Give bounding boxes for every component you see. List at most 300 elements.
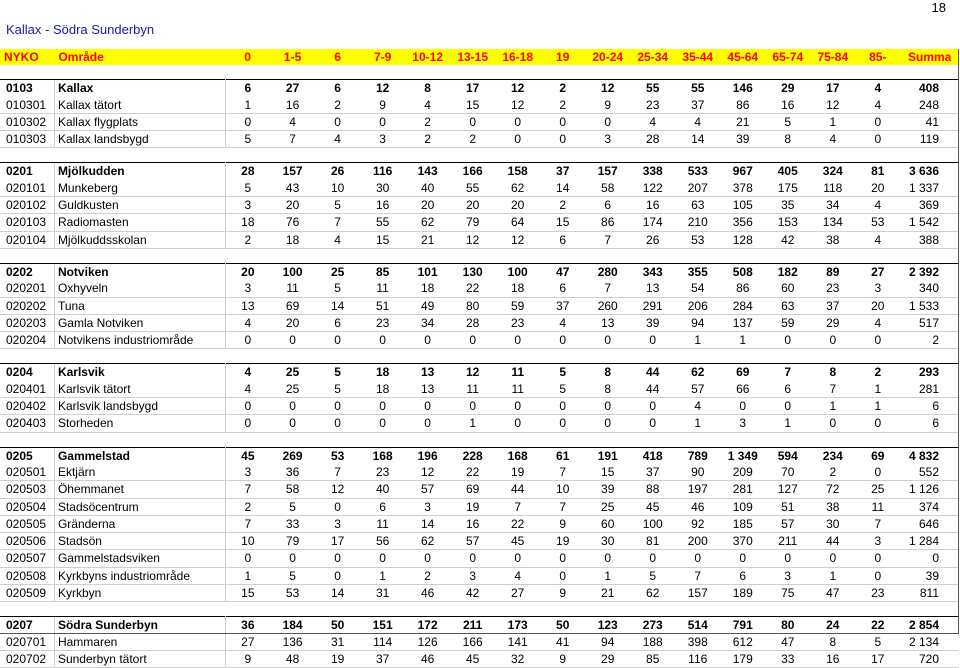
value-cell: 284 (720, 297, 765, 314)
value-cell: 172 (405, 617, 450, 634)
value-cell: 5 (315, 280, 360, 297)
value-cell: 79 (270, 533, 315, 550)
value-cell: 13 (585, 314, 630, 331)
area-name: Mjölkuddsskolan (54, 231, 225, 248)
value-cell: 109 (720, 498, 765, 515)
sum-cell: 811 (900, 585, 959, 602)
table-row (0, 131, 959, 148)
value-cell: 0 (540, 398, 585, 415)
value-cell: 8 (810, 364, 855, 381)
value-cell: 22 (495, 515, 540, 532)
value-cell: 5 (540, 381, 585, 398)
area-code: 020204 (0, 332, 54, 349)
value-cell: 19 (495, 464, 540, 481)
area-name: Kyrkbyns industriområde (54, 567, 225, 584)
value-cell: 20 (855, 180, 900, 197)
value-cell: 4 (225, 381, 270, 398)
value-cell: 0 (405, 398, 450, 415)
value-cell: 6 (225, 80, 270, 97)
area-code: 020101 (0, 180, 54, 197)
table-row (0, 332, 959, 349)
value-cell: 49 (405, 297, 450, 314)
value-cell: 88 (630, 481, 675, 498)
value-cell: 3 (225, 280, 270, 297)
value-cell: 55 (450, 180, 495, 197)
area-code: 020104 (0, 231, 54, 248)
value-cell: 22 (450, 464, 495, 481)
value-cell: 118 (810, 180, 855, 197)
value-cell: 3 (405, 498, 450, 515)
value-cell: 57 (765, 515, 810, 532)
area-name: Kallax flygplats (54, 113, 225, 130)
area-code: 0202 (0, 263, 54, 280)
value-cell: 57 (450, 533, 495, 550)
value-cell: 1 (675, 332, 720, 349)
value-cell: 4 (855, 231, 900, 248)
value-cell: 1 (585, 567, 630, 584)
value-cell: 6 (315, 49, 360, 65)
value-cell: 355 (675, 263, 720, 280)
value-cell: 47 (765, 634, 810, 651)
value-cell: 1 (225, 97, 270, 114)
value-cell: 7 (270, 131, 315, 148)
area-name: Sunderbyn tätort (54, 650, 225, 667)
value-cell: 594 (765, 447, 810, 464)
value-cell: 62 (675, 364, 720, 381)
value-cell: 35 (765, 197, 810, 214)
value-cell: 25-34 (630, 49, 675, 65)
area-name: Karlsvik landsbygd (54, 398, 225, 415)
value-cell: 5 (855, 634, 900, 651)
area-name: Södra Sunderbyn (54, 617, 225, 634)
value-cell: 196 (405, 447, 450, 464)
group-total-row (0, 364, 959, 381)
value-cell: 37 (630, 464, 675, 481)
value-cell: 0 (810, 415, 855, 432)
spacer-row (0, 65, 959, 80)
value-cell: 34 (405, 314, 450, 331)
sum-cell: 2 854 (900, 617, 959, 634)
group-total-row (0, 163, 959, 180)
value-cell: 16 (765, 97, 810, 114)
value-cell: 25 (270, 381, 315, 398)
value-cell: 18 (360, 364, 405, 381)
spacer-cell (0, 148, 959, 163)
value-cell: 59 (765, 314, 810, 331)
value-cell: 533 (675, 163, 720, 180)
value-cell: 5 (225, 180, 270, 197)
value-cell: 15 (540, 214, 585, 231)
sum-cell: 552 (900, 464, 959, 481)
value-cell: 63 (765, 297, 810, 314)
sum-cell: 6 (900, 398, 959, 415)
value-cell: 0 (315, 398, 360, 415)
value-cell: 69 (855, 447, 900, 464)
sum-cell: 2 392 (900, 263, 959, 280)
value-cell: 2 (405, 131, 450, 148)
value-cell: 0 (540, 415, 585, 432)
value-cell: 7 (315, 214, 360, 231)
value-cell: 19 (540, 533, 585, 550)
value-cell: 143 (405, 163, 450, 180)
value-cell: 39 (720, 131, 765, 148)
value-cell: 141 (495, 634, 540, 651)
sum-cell: 374 (900, 498, 959, 515)
spacer-row (0, 602, 959, 617)
table-row (0, 113, 959, 130)
value-cell: 280 (585, 263, 630, 280)
value-cell: 11 (495, 364, 540, 381)
value-cell: 123 (585, 617, 630, 634)
value-cell: 166 (450, 163, 495, 180)
value-cell: 1 (810, 113, 855, 130)
table-row (0, 650, 959, 667)
value-cell: 86 (585, 214, 630, 231)
value-cell: 32 (495, 650, 540, 667)
value-cell: 28 (630, 131, 675, 148)
value-cell: 1 (765, 415, 810, 432)
value-cell: 3 (720, 415, 765, 432)
value-cell: 0 (360, 398, 405, 415)
value-cell: 0 (270, 332, 315, 349)
value-cell: 79 (450, 214, 495, 231)
area-code: 020702 (0, 650, 54, 667)
value-cell: 16 (630, 197, 675, 214)
value-cell: 29 (810, 314, 855, 331)
value-cell: 94 (675, 314, 720, 331)
value-cell: 2 (405, 113, 450, 130)
table-row (0, 398, 959, 415)
value-cell: 44 (630, 381, 675, 398)
value-cell: 200 (675, 533, 720, 550)
sum-cell: 1 126 (900, 481, 959, 498)
value-cell: 27 (225, 634, 270, 651)
value-cell: 0 (855, 131, 900, 148)
value-cell: 134 (810, 214, 855, 231)
value-cell: 1 (810, 567, 855, 584)
value-cell: 5 (630, 567, 675, 584)
value-cell: 28 (225, 163, 270, 180)
value-cell: 0 (495, 550, 540, 567)
value-cell: 18 (360, 381, 405, 398)
value-cell: 0 (405, 332, 450, 349)
value-cell: 0 (585, 550, 630, 567)
value-cell: 370 (720, 533, 765, 550)
value-cell: 2 (405, 567, 450, 584)
value-cell: 69 (720, 364, 765, 381)
table-row (0, 197, 959, 214)
value-cell: 0 (855, 332, 900, 349)
value-cell: 8 (765, 131, 810, 148)
value-cell: 28 (450, 314, 495, 331)
value-cell: 5 (270, 567, 315, 584)
value-cell: 114 (360, 634, 405, 651)
value-cell: 0 (450, 550, 495, 567)
value-cell: 41 (540, 634, 585, 651)
value-cell: 182 (765, 263, 810, 280)
area-code: NYKO (0, 49, 54, 65)
value-cell: 137 (720, 314, 765, 331)
value-cell: 85- (855, 49, 900, 65)
sum-cell: 0 (900, 550, 959, 567)
value-cell: 12 (495, 231, 540, 248)
value-cell: 20 (225, 263, 270, 280)
value-cell: 57 (675, 381, 720, 398)
value-cell: 37 (540, 163, 585, 180)
value-cell: 405 (765, 163, 810, 180)
value-cell: 64 (495, 214, 540, 231)
value-cell: 2 (225, 498, 270, 515)
value-cell: 0 (405, 550, 450, 567)
value-cell: 3 (315, 515, 360, 532)
value-cell: 2 (450, 131, 495, 148)
area-name: Kallax (54, 80, 225, 97)
value-cell: 66 (720, 381, 765, 398)
value-cell: 24 (810, 617, 855, 634)
value-cell: 6 (585, 197, 630, 214)
value-cell: 4 (855, 197, 900, 214)
value-cell: 7 (675, 567, 720, 584)
value-cell: 72 (810, 481, 855, 498)
value-cell: 0 (270, 415, 315, 432)
value-cell: 20-24 (585, 49, 630, 65)
sum-cell: 6 (900, 415, 959, 432)
value-cell: 27 (495, 585, 540, 602)
area-code: 020403 (0, 415, 54, 432)
value-cell: 85 (360, 263, 405, 280)
value-cell: 1 (855, 381, 900, 398)
value-cell: 17 (315, 533, 360, 550)
area-name: Område (54, 49, 225, 65)
sum-cell: 39 (900, 567, 959, 584)
value-cell: 16 (450, 515, 495, 532)
sum-cell: 1 542 (900, 214, 959, 231)
value-cell: 34 (810, 197, 855, 214)
value-cell: 3 (360, 131, 405, 148)
area-code: 010302 (0, 113, 54, 130)
value-cell: 20 (270, 314, 315, 331)
table-row (0, 515, 959, 532)
value-cell: 100 (270, 263, 315, 280)
value-cell: 378 (720, 180, 765, 197)
value-cell: 6 (315, 314, 360, 331)
value-cell: 81 (630, 533, 675, 550)
value-cell: 20 (450, 197, 495, 214)
area-code: 020102 (0, 197, 54, 214)
value-cell: 174 (630, 214, 675, 231)
value-cell: 0 (540, 567, 585, 584)
value-cell: 21 (405, 231, 450, 248)
area-name: Radiomasten (54, 214, 225, 231)
value-cell: 0 (540, 131, 585, 148)
value-cell: 16 (360, 197, 405, 214)
value-cell: 166 (450, 634, 495, 651)
value-cell: 0 (630, 415, 675, 432)
area-name: Gammelstadsviken (54, 550, 225, 567)
value-cell: 60 (765, 280, 810, 297)
value-cell: 0 (495, 113, 540, 130)
sum-cell: 3 636 (900, 163, 959, 180)
value-cell: 211 (765, 533, 810, 550)
sum-cell: 293 (900, 364, 959, 381)
value-cell: 53 (270, 585, 315, 602)
value-cell: 116 (675, 650, 720, 667)
value-cell: 9 (540, 515, 585, 532)
value-cell: 0 (315, 415, 360, 432)
area-name: Notviken (54, 263, 225, 280)
sum-cell: 281 (900, 381, 959, 398)
value-cell: 8 (405, 80, 450, 97)
value-cell: 48 (270, 650, 315, 667)
value-cell: 0 (315, 332, 360, 349)
value-cell: 62 (630, 585, 675, 602)
value-cell: 0 (585, 398, 630, 415)
value-cell: 0 (360, 415, 405, 432)
value-cell: 46 (405, 650, 450, 667)
value-cell: 12 (315, 481, 360, 498)
group-total-row (0, 263, 959, 280)
value-cell: 42 (765, 231, 810, 248)
value-cell: 168 (495, 447, 540, 464)
value-cell: 4 (225, 314, 270, 331)
value-cell: 40 (360, 481, 405, 498)
value-cell: 0 (315, 113, 360, 130)
value-cell: 14 (315, 585, 360, 602)
value-cell: 33 (270, 515, 315, 532)
value-cell: 38 (810, 498, 855, 515)
value-cell: 0 (270, 398, 315, 415)
value-cell: 81 (855, 163, 900, 180)
group-total-row (0, 80, 959, 97)
area-name: Gammelstad (54, 447, 225, 464)
value-cell: 76 (270, 214, 315, 231)
value-cell: 207 (675, 180, 720, 197)
area-code: 020508 (0, 567, 54, 584)
value-cell: 0 (855, 567, 900, 584)
value-cell: 3 (225, 197, 270, 214)
value-cell: 15 (450, 97, 495, 114)
area-name: Kallax tätort (54, 97, 225, 114)
value-cell: 63 (675, 197, 720, 214)
value-cell: 50 (315, 617, 360, 634)
value-cell: 59 (495, 297, 540, 314)
sum-cell: 2 134 (900, 634, 959, 651)
page-title: Kallax - Södra Sunderbyn (6, 22, 155, 37)
value-cell: 0 (225, 332, 270, 349)
table-row (0, 97, 959, 114)
value-cell: 0 (540, 332, 585, 349)
table-row (0, 297, 959, 314)
area-name: Gränderna (54, 515, 225, 532)
value-cell: 4 (630, 113, 675, 130)
value-cell: 157 (270, 163, 315, 180)
value-cell: 0 (225, 550, 270, 567)
sum-cell: 1 284 (900, 533, 959, 550)
value-cell: 45 (495, 533, 540, 550)
table-row (0, 280, 959, 297)
area-code: 010301 (0, 97, 54, 114)
value-cell: 10 (225, 533, 270, 550)
value-cell: 967 (720, 163, 765, 180)
value-cell: 56 (360, 533, 405, 550)
area-code: 020501 (0, 464, 54, 481)
value-cell: 4 (405, 97, 450, 114)
value-cell: 39 (630, 314, 675, 331)
value-cell: 30 (360, 180, 405, 197)
value-cell: 51 (360, 297, 405, 314)
value-cell: 3 (225, 464, 270, 481)
value-cell: 10 (540, 481, 585, 498)
value-cell: 11 (855, 498, 900, 515)
value-cell: 2 (540, 97, 585, 114)
value-cell: 9 (360, 97, 405, 114)
value-cell: 4 (495, 567, 540, 584)
value-cell: 21 (720, 113, 765, 130)
value-cell: 55 (630, 80, 675, 97)
value-cell: 18 (225, 214, 270, 231)
value-cell: 234 (810, 447, 855, 464)
value-cell: 269 (270, 447, 315, 464)
value-cell: 197 (675, 481, 720, 498)
value-cell: 8 (810, 634, 855, 651)
value-cell: 0 (225, 415, 270, 432)
value-cell: 54 (675, 280, 720, 297)
value-cell: 0 (675, 550, 720, 567)
area-name: Mjölkudden (54, 163, 225, 180)
value-cell: 122 (630, 180, 675, 197)
value-cell: 94 (585, 634, 630, 651)
value-cell: 4 (855, 80, 900, 97)
area-code: 020203 (0, 314, 54, 331)
table-row (0, 231, 959, 248)
value-cell: 168 (360, 447, 405, 464)
value-cell: 1-5 (270, 49, 315, 65)
value-cell: 13 (225, 297, 270, 314)
value-cell: 60 (585, 515, 630, 532)
table-row (0, 180, 959, 197)
value-cell: 45 (225, 447, 270, 464)
value-cell: 36 (225, 617, 270, 634)
value-cell: 7 (765, 364, 810, 381)
value-cell: 228 (450, 447, 495, 464)
value-cell: 31 (315, 634, 360, 651)
value-cell: 5 (315, 197, 360, 214)
value-cell: 14 (675, 131, 720, 148)
value-cell: 50 (540, 617, 585, 634)
value-cell: 0 (855, 415, 900, 432)
value-cell: 0 (360, 550, 405, 567)
value-cell: 3 (450, 567, 495, 584)
table-row (0, 314, 959, 331)
value-cell: 206 (675, 297, 720, 314)
value-cell: 40 (405, 180, 450, 197)
value-cell: 14 (405, 515, 450, 532)
value-cell: 46 (675, 498, 720, 515)
value-cell: 0 (855, 464, 900, 481)
value-cell: 16 (810, 650, 855, 667)
value-cell: 58 (585, 180, 630, 197)
value-cell: 19 (450, 498, 495, 515)
value-cell: 6 (765, 381, 810, 398)
value-cell: 62 (495, 180, 540, 197)
sum-cell: 720 (900, 650, 959, 667)
area-name: Hammaren (54, 634, 225, 651)
value-cell: 175 (765, 180, 810, 197)
sum-cell: 517 (900, 314, 959, 331)
value-cell: 0 (495, 131, 540, 148)
sum-cell: 646 (900, 515, 959, 532)
value-cell: 9 (225, 650, 270, 667)
